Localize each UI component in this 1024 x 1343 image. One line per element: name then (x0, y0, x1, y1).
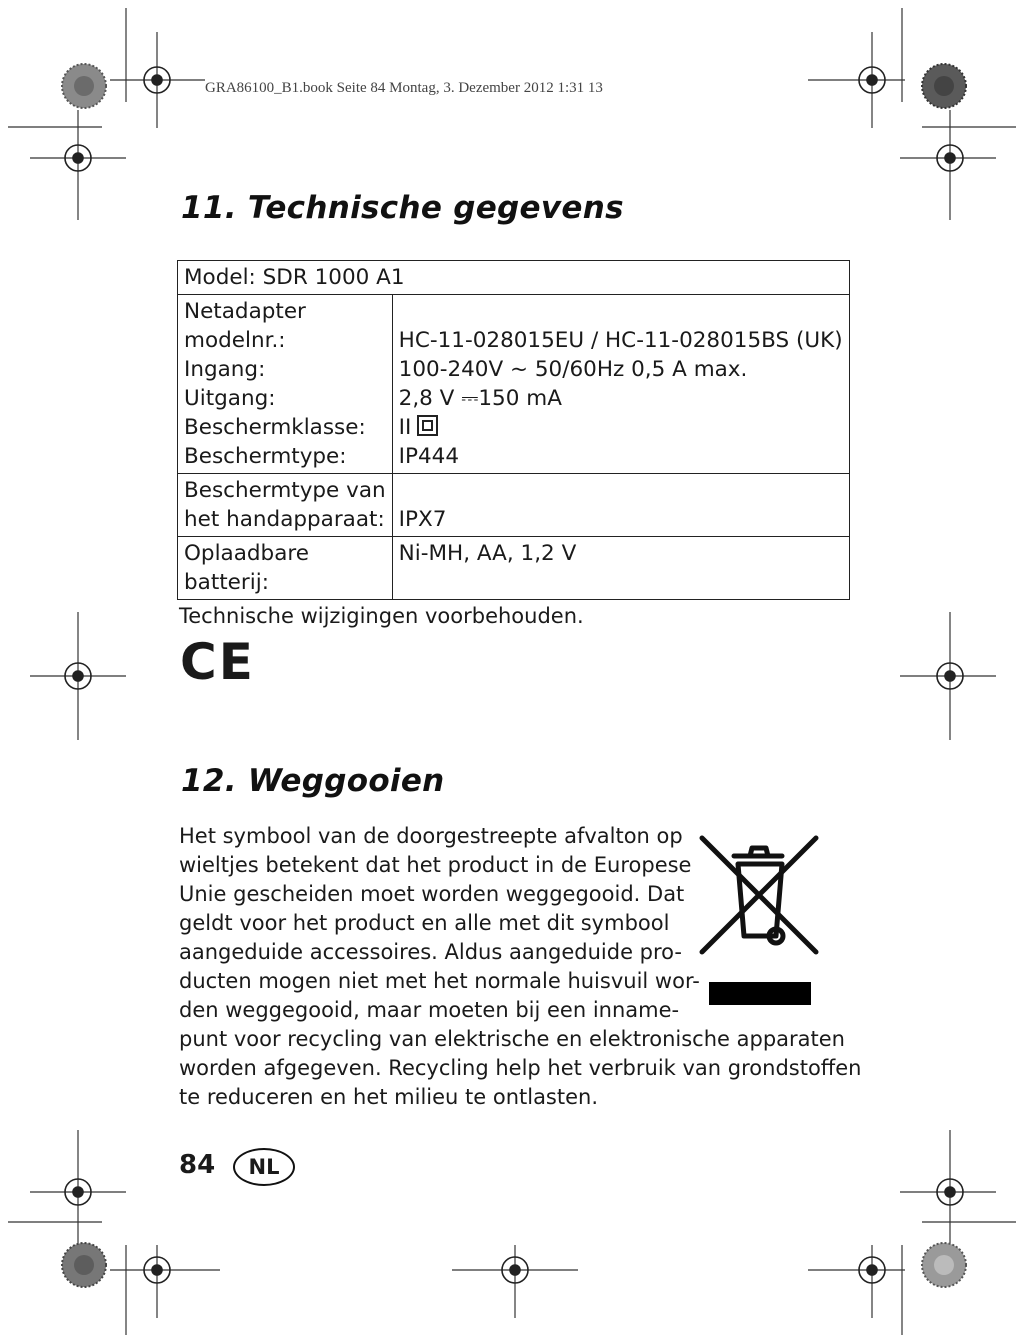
paragraph-line: te reduceren en het milieu te ontlasten. (179, 1085, 599, 1109)
protection-class-ii-icon (417, 415, 438, 436)
printer-slug-line: GRA86100_B1.book Seite 84 Montag, 3. Dezember 2012 1:31 13 (205, 80, 603, 96)
battery-value-cell: Ni-MH, AA, 1,2 V (392, 537, 849, 600)
spec-label: Netadapter (184, 299, 306, 324)
spec-value: 2,8 V ⎓150 mA (398, 386, 562, 411)
spec-label: Ingang: (184, 357, 266, 382)
table-row (178, 474, 850, 537)
crossed-out-bin-icon (696, 832, 826, 962)
spec-value: IPX7 (398, 507, 447, 532)
section-title-technical-data: 11. Technische gegevens (181, 190, 624, 226)
table-row (178, 295, 850, 474)
spec-value: HC-11-028015EU / HC-11-028015BS (UK) (398, 328, 843, 353)
battery-label-cell: Oplaadbare batterij: (178, 537, 393, 600)
color-wheel-icon (62, 1243, 106, 1287)
technical-changes-note: Technische wijzigingen voorbehouden. (179, 604, 584, 628)
paragraph-line: aangeduide accessoires. Aldus aangeduide pro- (179, 940, 682, 964)
paragraph-line: punt voor recycling van elektrische en elektronische apparaten (179, 1027, 845, 1051)
spec-label: Uitgang: (184, 386, 276, 411)
paragraph-line: Het symbool van de doorgestreepte afvalton op (179, 824, 683, 848)
handset-label-cell (178, 474, 393, 537)
color-wheel-icon (922, 1243, 966, 1287)
spec-value: 100-240V ~ 50/60Hz 0,5 A max. (398, 357, 748, 382)
model-cell: Model: SDR 1000 A1 (178, 261, 850, 295)
paragraph-line: den weggegooid, maar moeten bij een inname- (179, 998, 680, 1022)
handset-value-cell (392, 474, 849, 537)
paragraph-line: wieltjes betekent dat het product in de Europese (179, 853, 692, 877)
paragraph-line: worden afgegeven. Recycling help het verbruik van grondstoffen (179, 1056, 862, 1080)
adapter-labels-cell (178, 295, 393, 474)
page-number: 84 (179, 1150, 216, 1180)
spec-value (399, 297, 843, 326)
color-wheel-icon (62, 64, 106, 108)
paragraph-line: ducten mogen niet met het normale huisvuil wor- (179, 969, 700, 993)
color-wheel-icon (922, 64, 966, 108)
spec-label: Beschermtype: (184, 444, 347, 469)
ce-mark: CE (180, 633, 255, 691)
weee-bar (709, 982, 811, 1005)
spec-label: Beschermklasse: (184, 415, 366, 440)
adapter-values-cell (392, 295, 849, 474)
table-row (178, 537, 850, 600)
table-row (178, 261, 850, 295)
paragraph-line: geldt voor het product en alle met dit symbool (179, 911, 670, 935)
spec-label: Beschermtype van (184, 478, 386, 503)
spec-table (177, 260, 850, 600)
spec-label: modelnr.: (184, 328, 286, 353)
paragraph-line: Unie gescheiden moet worden weggegooid. Dat (179, 882, 685, 906)
language-badge: NL (233, 1148, 295, 1186)
spec-label: het handapparaat: (184, 507, 385, 532)
spec-value: II (398, 415, 412, 440)
section-title-disposal: 12. Weggooien (181, 763, 445, 799)
spec-value-protection-class (399, 413, 843, 442)
spec-value: IP444 (398, 444, 459, 469)
